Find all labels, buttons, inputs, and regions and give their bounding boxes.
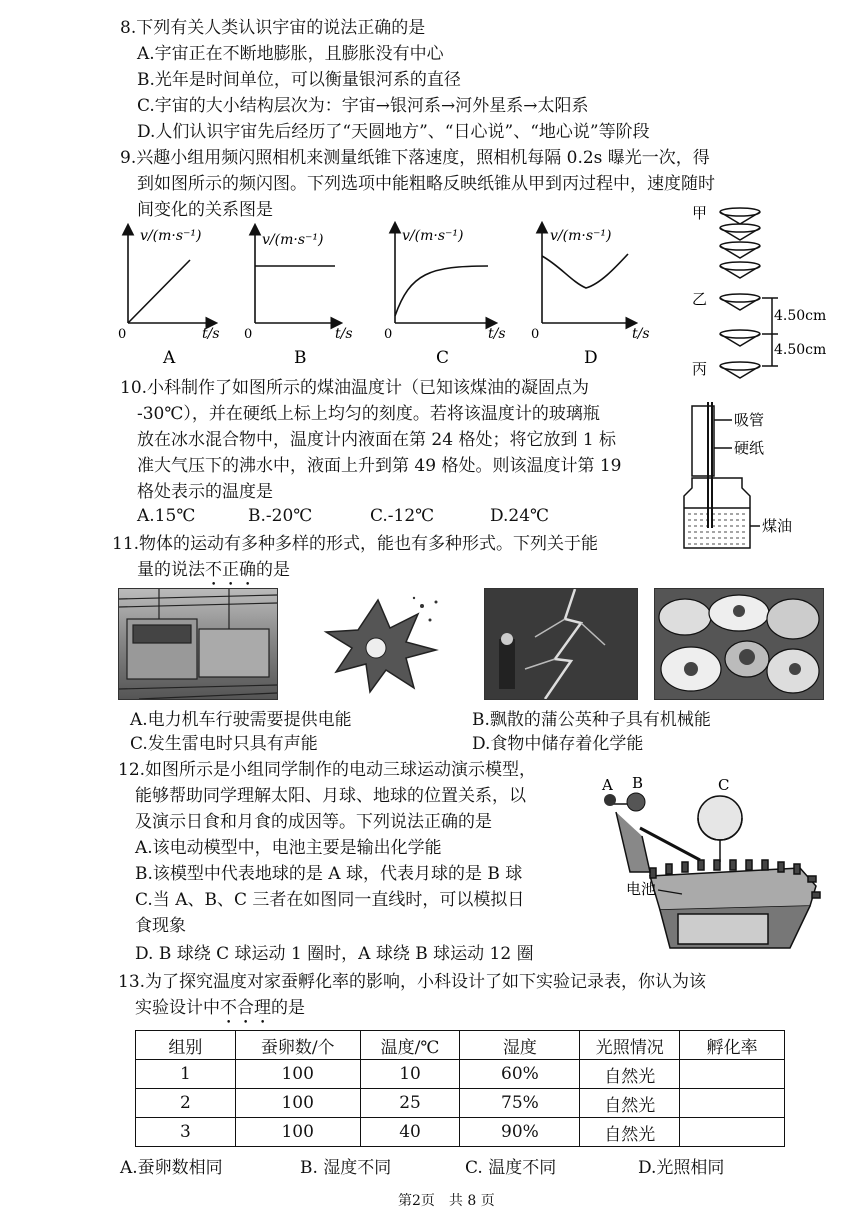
table-cell <box>680 1118 785 1147</box>
q13-option-a: A.蚕卵数相同 <box>120 1158 223 1178</box>
table-header: 组别 <box>136 1031 236 1060</box>
q11-stem-line1: 11.物体的运动有多种多样的形式，能也有多种形式。下列关于能 <box>112 534 599 554</box>
q9-strobe-figure <box>680 198 860 388</box>
table-header-row <box>136 1031 785 1060</box>
q9-vt-graphs <box>110 218 670 368</box>
q13-stem-line1: 13.为了探究温度对家蚕孵化率的影响，小科设计了如下实验记录表，你认为该 <box>118 972 707 992</box>
q10-stem-line3: 放在冰水混合物中，温度计内液面在第 24 格处；将它放到 1 标 <box>137 430 617 450</box>
table-cell <box>680 1089 785 1118</box>
q13-option-c: C. 温度不同 <box>465 1158 557 1178</box>
q10-option-c: C.-12℃ <box>370 506 435 526</box>
q12-stem-line1: 12.如图所示是小组同学制作的电动三球运动演示模型， <box>118 760 537 780</box>
table-cell: 自然光 <box>580 1118 680 1147</box>
q13-option-d: D.光照相同 <box>638 1158 725 1178</box>
ball-b <box>627 793 645 811</box>
table-cell: 10 <box>360 1060 460 1089</box>
table-row <box>136 1118 785 1147</box>
table-cell: 40 <box>360 1118 460 1147</box>
table-header: 温度/℃ <box>360 1031 460 1060</box>
cone-3 <box>720 242 760 258</box>
label-battery: 电池 <box>626 880 657 898</box>
q8-option-b: B.光年是时间单位，可以衡量银河系的直径 <box>137 70 461 90</box>
table-cell: 100 <box>235 1060 360 1089</box>
q12-option-d: D. B 球绕 C 球运动 1 圈时，A 球绕 B 球运动 12 圈 <box>135 944 534 964</box>
label-ball-a: A <box>602 776 613 794</box>
graph-b-xlabel: t/s <box>335 326 353 342</box>
table-cell: 1 <box>136 1060 236 1089</box>
graph-c-origin: 0 <box>384 327 393 342</box>
graph-b-ylabel: v/(m·s⁻¹) <box>262 232 324 248</box>
cone-6 <box>720 330 760 346</box>
q10-stem-line5: 格处表示的温度是 <box>137 482 273 502</box>
graph-d <box>531 224 650 368</box>
table-header: 孵化率 <box>680 1031 785 1060</box>
q12-option-a: A.该电动模型中，电池主要是输出化学能 <box>135 838 442 858</box>
table-cell: 100 <box>235 1118 360 1147</box>
q10-stem-line2: -30℃），并在硬纸上标上均匀的刻度。若将该温度计的玻璃瓶 <box>137 404 600 424</box>
q12-option-c-line2: 食现象 <box>135 916 186 936</box>
q8-option-a: A.宇宙正在不断地膨胀，且膨胀没有中心 <box>137 44 444 64</box>
table-cell: 100 <box>235 1089 360 1118</box>
q10-option-b: B.-20℃ <box>248 506 313 526</box>
q11-stem-line2 <box>137 560 290 590</box>
table-cell: 75% <box>460 1089 580 1118</box>
graph-d-label: D <box>584 348 598 368</box>
graph-b <box>244 226 353 368</box>
q10-option-a: A.15℃ <box>137 506 196 526</box>
cone-4 <box>720 262 760 278</box>
q9-stem-line2: 到如图所示的频闪图。下列选项中能粗略反映纸锥从甲到丙过程中，速度随时 <box>137 174 715 194</box>
q12-stem-line2: 能够帮助同学理解太阳、月球、地球的位置关系，以 <box>135 786 526 806</box>
q8-option-c: C.宇宙的大小结构层次为：宇宙→银河系→河外星系→太阳系 <box>137 96 589 116</box>
q13-stem-line2 <box>135 998 305 1028</box>
graph-b-origin: 0 <box>244 327 253 342</box>
hard-paper <box>692 406 714 476</box>
q9-stem-line1: 9.兴趣小组用频闪照相机来测量纸锥下落速度，照相机每隔 0.2s 曝光一次，得 <box>120 148 710 168</box>
q9-stem-line3: 间变化的关系图是 <box>137 200 273 220</box>
q10-stem-line4: 准大气压下的沸水中，液面上升到第 49 格处。则该温度计第 19 <box>137 456 622 476</box>
q12-option-c-line1: C.当 A、B、C 三者在如图同一直线时，可以模拟日 <box>135 890 525 910</box>
lightning-image <box>484 588 638 700</box>
cone-2 <box>720 224 760 240</box>
q11-stem-pre: 量的说法 <box>137 560 205 580</box>
strobe-label-yi: 乙 <box>692 290 708 308</box>
glass-bottle <box>684 478 750 548</box>
graph-a-label: A <box>163 348 176 368</box>
cone-7 <box>720 362 760 378</box>
electric-train-image <box>118 588 278 700</box>
table-cell: 自然光 <box>580 1060 680 1089</box>
graph-d-ylabel: v/(m·s⁻¹) <box>550 228 612 244</box>
q12-option-b: B.该模型中代表地球的是 A 球，代表月球的是 B 球 <box>135 864 523 884</box>
cone-5 <box>720 294 760 310</box>
table-cell: 自然光 <box>580 1089 680 1118</box>
graph-a-ylabel: v/(m·s⁻¹) <box>140 228 202 244</box>
table-cell: 90% <box>460 1118 580 1147</box>
label-hard-paper: 硬纸 <box>734 439 765 457</box>
graph-d-curve <box>542 254 628 288</box>
q13-option-b: B. 湿度不同 <box>300 1158 392 1178</box>
q8-stem: 8.下列有关人类认识宇宙的说法正确的是 <box>120 18 426 38</box>
dandelion-seed-image <box>318 592 448 698</box>
graph-c-label: C <box>436 348 450 368</box>
q13-stem-pre: 实验设计中 <box>135 998 220 1018</box>
table-header: 湿度 <box>460 1031 580 1060</box>
q11-stem-post: 的是 <box>256 560 290 580</box>
graph-a-xlabel: t/s <box>202 326 220 342</box>
table-row <box>136 1089 785 1118</box>
ball-a <box>604 794 616 806</box>
q10-stem-line1: 10.小科制作了如图所示的煤油温度计（已知该煤油的凝固点为 <box>120 378 590 398</box>
graph-c-xlabel: t/s <box>488 326 506 342</box>
q13-stem-post: 的是 <box>271 998 305 1018</box>
q11-option-b: B.飘散的蒲公英种子具有机械能 <box>472 710 711 730</box>
graph-d-origin: 0 <box>531 327 540 342</box>
table-cell: 2 <box>136 1089 236 1118</box>
table-cell: 3 <box>136 1118 236 1147</box>
graph-a-origin: 0 <box>118 327 127 342</box>
label-ball-c: C <box>718 776 730 794</box>
q13-stem-emphasis: 不合理 <box>220 998 271 1018</box>
label-straw: 吸管 <box>734 411 765 429</box>
strobe-label-bing: 丙 <box>692 360 708 378</box>
strobe-label-jia: 甲 <box>692 204 708 222</box>
q10-option-d: D.24℃ <box>490 506 550 526</box>
graph-a-curve <box>128 260 190 323</box>
strobe-dim-2: 4.50cm <box>774 342 827 358</box>
food-image <box>654 588 824 700</box>
graph-c-curve <box>395 266 488 316</box>
cone-1 <box>720 208 760 224</box>
table-header: 蚕卵数/个 <box>235 1031 360 1060</box>
q11-stem-emphasis: 不正确 <box>205 560 256 580</box>
label-ball-b: B <box>632 776 644 792</box>
table-cell <box>680 1060 785 1089</box>
label-kerosene: 煤油 <box>762 517 793 535</box>
table-cell: 60% <box>460 1060 580 1089</box>
table-header: 光照情况 <box>580 1031 680 1060</box>
strobe-dim-1: 4.50cm <box>774 308 827 324</box>
q12-stem-line3: 及演示日食和月食的成因等。下列说法正确的是 <box>135 812 492 832</box>
q11-option-a: A.电力机车行驶需要提供电能 <box>130 710 352 730</box>
graph-a <box>118 226 220 368</box>
graph-d-xlabel: t/s <box>632 326 650 342</box>
q8-option-d: D.人们认识宇宙先后经历了“天圆地方”、“日心说”、“地心说”等阶段 <box>137 122 650 142</box>
q12-model-figure <box>590 776 830 954</box>
page-footer: 第2页 共 8 页 <box>398 1193 495 1209</box>
q13-record-table <box>135 1030 785 1147</box>
graph-c <box>384 224 506 368</box>
q10-thermometer-figure <box>670 398 830 558</box>
table-row <box>136 1060 785 1089</box>
q11-option-c: C.发生雷电时只具有声能 <box>130 734 318 754</box>
table-cell: 25 <box>360 1089 460 1118</box>
graph-b-label: B <box>294 348 307 368</box>
q11-option-d: D.食物中储存着化学能 <box>472 734 644 754</box>
graph-c-ylabel: v/(m·s⁻¹) <box>402 228 464 244</box>
